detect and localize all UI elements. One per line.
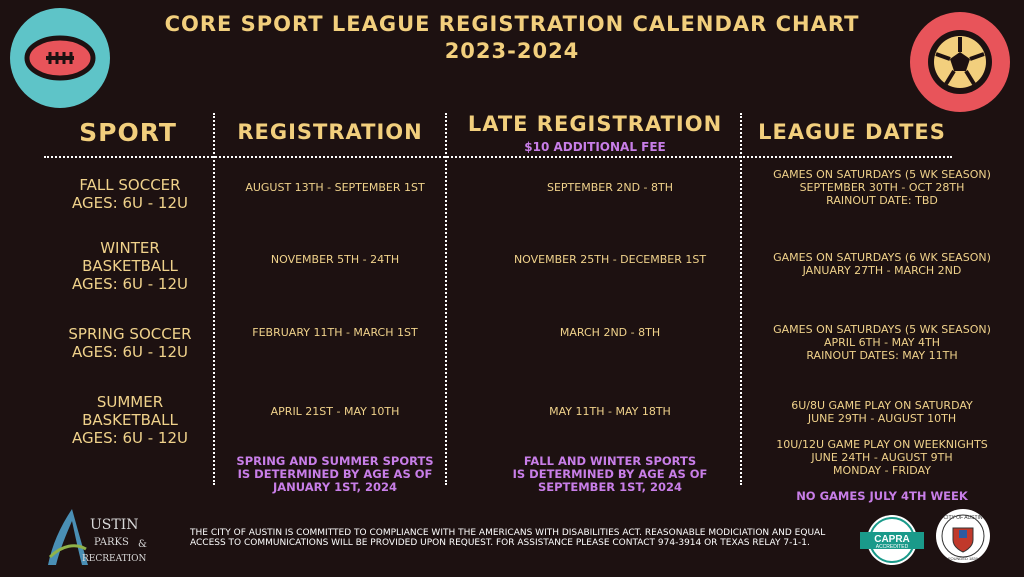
- sport-ages: AGES: 6U - 12U: [72, 429, 188, 447]
- sport-summer-basketball: [40, 393, 220, 447]
- header-late-registration: LATE REGISTRATION: [467, 112, 723, 136]
- sport-name: WINTER: [100, 239, 160, 257]
- late-registration-dates: NOVEMBER 25TH - DECEMBER 1ST: [513, 253, 707, 266]
- league-line: GAMES ON SATURDAYS (6 WK SEASON): [773, 251, 991, 264]
- austin-parks-logo-icon: [42, 505, 162, 569]
- capra-logo-icon: [858, 512, 926, 568]
- svg-text:FOUNDED 1839: FOUNDED 1839: [948, 556, 978, 561]
- ada-compliance-note: THE CITY OF AUSTIN IS COMMITTED TO COMPLIANCE WITH THE AMERICANS WITH DISABILITIES ACT. REASONABLE MODICIATION AND EQUAL ACCESS TO COMMUNICATIONS WILL BE PROVIDED UPON REQUEST. FOR ASSISTANCE PLEASE CONTACT 974-3914 OR TEXAS RELAY 7-1-1.: [190, 528, 826, 548]
- league-line: GAMES ON SATURDAYS (5 WK SEASON): [773, 323, 991, 336]
- note-line: SEPTEMBER 1ST, 2024: [537, 480, 683, 494]
- sport-ages: AGES: 6U - 12U: [72, 194, 188, 212]
- sport-name: SUMMER: [96, 393, 164, 411]
- header-divider: [44, 156, 952, 158]
- league-dates: [752, 323, 1012, 362]
- sport-fall-soccer: [40, 176, 220, 212]
- league-line: JUNE 29TH - AUGUST 10TH: [807, 412, 957, 425]
- league-line: MONDAY - FRIDAY: [833, 464, 931, 477]
- austin-parks-logo: [42, 505, 162, 569]
- registration-dates: NOVEMBER 5TH - 24TH: [270, 253, 400, 266]
- svg-text:RECREATION: RECREATION: [82, 554, 147, 564]
- league-line: RAINOUT DATE: TBD: [826, 194, 938, 207]
- soccer-badge: [910, 12, 1010, 112]
- page-subtitle-year: 2023-2024: [444, 39, 580, 63]
- austin-text: USTIN: [90, 517, 139, 533]
- football-icon: [10, 8, 110, 108]
- note-line: JANUARY 1ST, 2024: [272, 480, 398, 494]
- note-line: SPRING AND SUMMER SPORTS: [236, 454, 434, 468]
- svg-text:&: &: [138, 539, 147, 550]
- league-line: SEPTEMBER 30TH - OCT 28TH: [799, 181, 965, 194]
- late-registration-dates: MARCH 2ND - 8TH: [559, 326, 661, 339]
- header-sport: SPORT: [79, 118, 177, 147]
- age-note-spring-summer: [220, 455, 450, 494]
- sport-name: FALL SOCCER: [79, 176, 181, 194]
- league-line: JUNE 24TH - AUGUST 9TH: [811, 451, 953, 464]
- soccer-ball-icon: [910, 12, 1010, 112]
- svg-text:CAPRA: CAPRA: [874, 534, 910, 545]
- league-dates: [752, 399, 1012, 425]
- league-line: RAINOUT DATES: MAY 11TH: [806, 349, 958, 362]
- svg-text:ACCREDITED: ACCREDITED: [875, 544, 909, 550]
- late-fee-note: $10 ADDITIONAL FEE: [524, 140, 666, 154]
- city-of-austin-seal: [935, 508, 991, 564]
- city-seal-icon: [935, 508, 991, 564]
- league-line: 10U/12U GAME PLAY ON WEEKNIGHTS: [776, 438, 988, 451]
- league-line: GAMES ON SATURDAYS (5 WK SEASON): [773, 168, 991, 181]
- sport-ages: AGES: 6U - 12U: [72, 275, 188, 293]
- age-note-fall-winter: [460, 455, 760, 494]
- registration-dates: FEBRUARY 11TH - MARCH 1ST: [252, 326, 418, 339]
- note-line: IS DETERMINED BY AGE AS OF: [512, 467, 708, 481]
- column-divider: [445, 113, 447, 485]
- registration-dates: AUGUST 13TH - SEPTEMBER 1ST: [245, 181, 425, 194]
- note-line: IS DETERMINED BY AGE AS OF: [237, 467, 433, 481]
- registration-dates: APRIL 21ST - MAY 10TH: [270, 405, 400, 418]
- header-league-dates: LEAGUE DATES: [758, 120, 946, 144]
- league-dates: [752, 251, 1012, 277]
- column-divider: [740, 113, 742, 485]
- page-title: CORE SPORT LEAGUE REGISTRATION CALENDAR CHART: [164, 12, 860, 36]
- league-line: JANUARY 27TH - MARCH 2ND: [802, 264, 962, 277]
- sport-name: SPRING SOCCER: [68, 325, 192, 343]
- header-registration: REGISTRATION: [237, 120, 423, 144]
- late-registration-dates: SEPTEMBER 2ND - 8TH: [546, 181, 673, 194]
- svg-text:CITY OF AUSTIN: CITY OF AUSTIN: [943, 515, 983, 521]
- football-badge: [10, 8, 110, 108]
- svg-text:PARKS: PARKS: [94, 537, 129, 548]
- sport-name: BASKETBALL: [82, 411, 178, 429]
- note-line: FALL AND WINTER SPORTS: [523, 454, 697, 468]
- sport-name: BASKETBALL: [82, 257, 178, 275]
- no-games-note: NO GAMES JULY 4TH WEEK: [796, 489, 968, 503]
- sport-ages: AGES: 6U - 12U: [72, 343, 188, 361]
- league-line: APRIL 6TH - MAY 4TH: [824, 336, 940, 349]
- sport-spring-soccer: [40, 325, 220, 361]
- sport-winter-basketball: [40, 239, 220, 293]
- late-registration-dates: MAY 11TH - MAY 18TH: [549, 405, 671, 418]
- capra-accredited-logo: [858, 512, 926, 568]
- league-line: 6U/8U GAME PLAY ON SATURDAY: [791, 399, 973, 412]
- league-dates: [752, 168, 1012, 207]
- league-dates-weeknights: [752, 438, 1012, 477]
